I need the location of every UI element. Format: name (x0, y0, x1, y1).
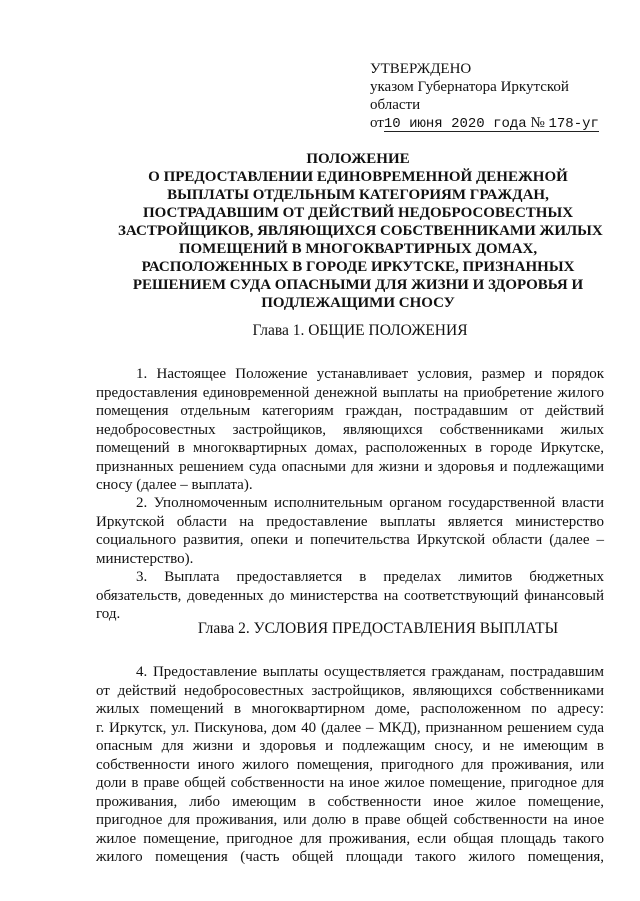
chapter-2-heading: Глава 2. УСЛОВИЯ ПРЕДОСТАВЛЕНИЯ ВЫПЛАТЫ (197, 620, 559, 637)
paragraph-line: предоставления единовременной денежной выплаты на приобретение жилого (96, 384, 604, 401)
title-line: ВЫПЛАТЫ ОТДЕЛЬНЫМ КАТЕГОРИЯМ ГРАЖДАН, (167, 187, 549, 203)
paragraph-line: 3. Выплата предоставляется в пределах лимитов бюджетных (136, 569, 604, 585)
title-line: ЗАСТРОЙЩИКОВ, ЯВЛЯЮЩИХСЯ СОБСТВЕННИКАМИ ЖИЛЫХ (118, 223, 603, 239)
title-line: ПОСТРАДАВШИМ ОТ ДЕЙСТВИЙ НЕДОБРОСОВЕСТНЫХ (142, 205, 574, 221)
paragraph-line: социального развития, опеки и попечительства Иркутской области (далее – (96, 532, 604, 548)
paragraph-line: признанных решением суда опасными для жизни и здоровья и подлежащими (96, 458, 604, 475)
paragraph-line: помещений в многоквартирных домах, расположенных в городе Иркутске, (96, 440, 604, 456)
paragraph-2 (96, 494, 604, 568)
approval-issuer: указом Губернатора Иркутской (370, 79, 569, 95)
paragraph-line: 2. Уполномоченным исполнительным органом государственной власти (136, 495, 604, 511)
approval-region: области (370, 97, 421, 113)
paragraph-line: сносу (далее – выплата). (96, 477, 253, 493)
paragraph-line: опасным для жизни и здоровья и подлежащим сносу, и не имеющим в (96, 738, 604, 754)
paragraph-line: министерство). (96, 550, 194, 567)
paragraph-3 (96, 568, 604, 624)
paragraph-line: от действий недобросовестных застройщиков, являющихся собственниками (96, 682, 604, 699)
title-line: РЕШЕНИЕМ СУДА ОПАСНЫМИ ДЛЯ ЖИЗНИ И ЗДОРОВЬЯ И (132, 277, 584, 293)
approval-stamp (370, 60, 599, 133)
decree-date: 10 июня 2020 года (383, 116, 527, 132)
title-line: ПОДЛЕЖАЩИМИ СНОСУ (261, 295, 455, 311)
chapter-1-heading: Глава 1. ОБЩИЕ ПОЛОЖЕНИЯ (252, 322, 468, 339)
paragraph-line: 1. Настоящее Положение устанавливает условия, размер и порядок (136, 366, 604, 382)
decree-from: от (370, 115, 384, 131)
paragraph-line: доли в праве общей собственности на иное жилое помещение, пригодное для (96, 775, 604, 791)
paragraph-line: год. (96, 606, 121, 622)
paragraph-line: жилых помещений в многоквартирном доме, расположенном по адресу: (96, 701, 604, 717)
paragraph-line: г. Иркутск, ул. Пискунова, дом 40 (далее – МКД), признанном решением суда (96, 719, 604, 736)
title-line: РАСПОЛОЖЕННЫХ В ГОРОДЕ ИРКУТСКЕ, ПРИЗНАННЫХ (141, 259, 575, 275)
paragraph-line: недобросовестных застройщиков, являющихся собственниками жилых (96, 421, 604, 438)
title-line: ПОЛОЖЕНИЕ (306, 151, 410, 167)
paragraph-line: проживания, либо имеющим в собственности иное жилое помещение, (96, 793, 604, 810)
title-line: О ПРЕДОСТАВЛЕНИИ ЕДИНОВРЕМЕННОЙ ДЕНЕЖНОЙ (148, 169, 568, 185)
paragraph-line: жилого помещения (часть общей площади такого жилого помещения, (96, 849, 604, 865)
decree-number: 178-уг (548, 116, 599, 132)
paragraph-4 (96, 663, 604, 867)
paragraph-line: помещения отдельным категориям граждан, пострадавшим от действий (96, 403, 604, 419)
paragraph-line: собственности иного жилого помещения, пригодного для проживания, или (96, 756, 604, 773)
decree-number-sign: № (530, 115, 545, 131)
approval-heading: УТВЕРЖДЕНО (370, 61, 472, 77)
paragraph-line: 4. Предоставление выплаты осуществляется гражданам, пострадавшим (136, 664, 604, 680)
decree-date-line (370, 114, 599, 133)
document-title (118, 150, 603, 312)
paragraph-line: жилое помещение, пригодное для проживания, если общая площадь такого (96, 830, 604, 847)
paragraph-line: пригодное для проживания, или долю в праве общей собственности на иное (96, 812, 604, 828)
paragraph-line: обязательств, доведенных до министерства на соответствующий финансовый (96, 587, 604, 604)
paragraph-line: Иркутской области на предоставление выплаты является министерство (96, 513, 604, 530)
title-line: ПОМЕЩЕНИЙ В МНОГОКВАРТИРНЫХ ДОМАХ, (178, 241, 538, 257)
paragraph-1 (96, 365, 604, 495)
